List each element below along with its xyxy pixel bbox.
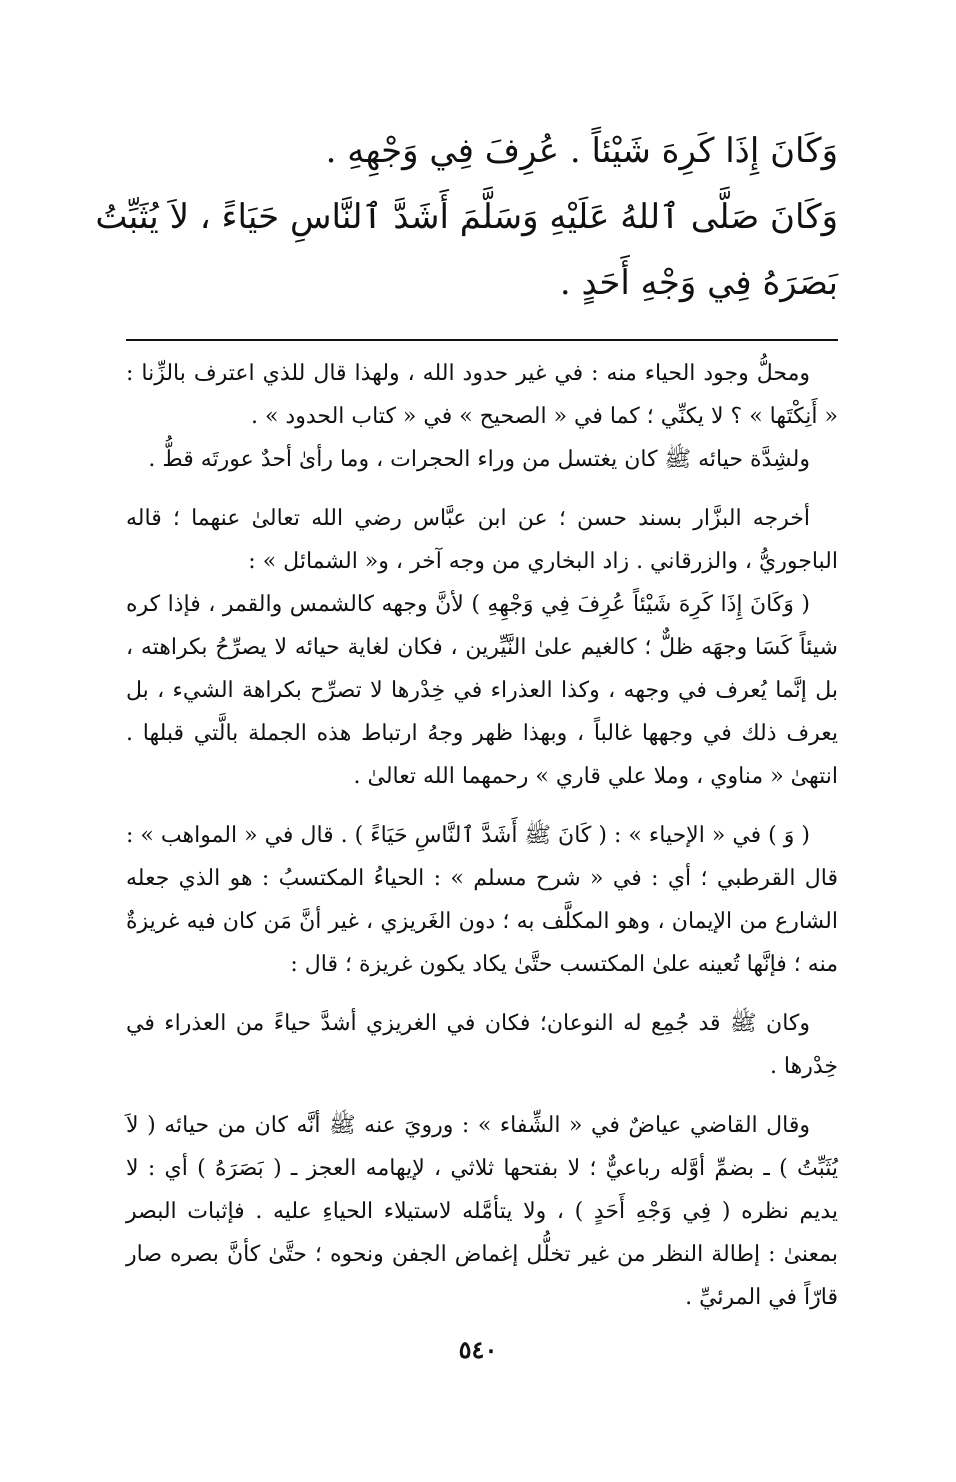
footnote-paragraph: ومحلُّ وجود الحياء منه : في غير حدود الله ، ولهذا قال للذي اعترف بالزِّنا : « أَنِكْتَها » ؟ لا يكنِّي ؛ كما في « الصحيح » في « كتاب الحدود » . [126,361,838,429]
footnote-paragraph: أخرجه البزَّار بسند حسن ؛ عن ابن عبَّاس رضي الله تعالىٰ عنهما ؛ قاله الباجوريُّ ، والزرقاني . زاد البخاري من وجه آخر ، و« الشمائل » : [126,506,838,574]
footnote-paragraph: ولشِدَّة حيائه ﷺ كان يغتسل من وراء الحجرات ، وما رأىٰ أحدٌ عورتَه قطُّ . [148,447,810,472]
footnote-paragraph: وكان ﷺ قد جُمِع له النوعان؛ فكان في الغريزي أشدَّ حياءً من العذراء في خِدْرها . [126,1011,838,1079]
footnote-paragraph: ( وَكَانَ إِذَا كَرِهَ شَيْئاً عُرِفَ فِي وَجْهِهِ ) لأنَّ وجهه كالشمس والقمر ، فإذا كره شيئاً كَسَا وجهَه ظلٌّ ؛ كالغيم علىٰ النَّيِّرين ، فكان لغاية حيائه لا يصرِّحُ بكراهته ، بل إنَّما يُعرف في وجهه ، وكذا العذراء في خِدْرها لا تصرِّح بكراهة الشيء ، بل يعرف ذلك في وجهها غالباً ، وبهذا ظهر وجهُ ارتباط هذه الجملة بالَّتي قبلها . انتهىٰ « مناوي ، وملا علي قاري » رحمهما الله تعالىٰ . [126,592,838,789]
footnotes [126,352,838,1319]
main-text [80,118,838,316]
footnote-paragraph: وقال القاضي عياضٌ في « الشِّفاء » : ورويَ عنه ﷺ أنَّه كان من حيائه ( لاَ يُثَبِّتُ ) ـ بضمِّ أوَّله رباعيٌّ ؛ لا بفتحها ثلاثي ، لإيهامه العجز ـ ( بَصَرَهُ ) أي : لا يديم نظره ( فِي وَجْهِ أَحَدٍ ) ، ولا يتأمَّله لاستيلاء الحياءِ عليه . فإثبات البصر بمعنىٰ : إطالة النظر من غير تخلُّل إغماض الجفن ونحوه ؛ حتَّىٰ كأنَّ بصره صار قارّاً في المرئيِّ . [126,1113,838,1310]
main-text-line: وَكَانَ صَلَّى ٱللهُ عَلَيْهِ وَسَلَّمَ أَشَدَّ ٱلنَّاسِ حَيَاءً ، لاَ يُثَبِّتُ بَصَرَهُ فِي وَجْهِ أَحَدٍ . [95,197,838,303]
page-number: ٥٤٠ [458,1335,498,1364]
main-text-line: وَكَانَ إِذَا كَرِهَ شَيْئاً . عُرِفَ فِي وَجْهِهِ . [325,131,838,171]
footnote-divider [126,339,838,341]
footnote-paragraph: ( وَ ) في « الإحياء » : ( كَانَ ﷺ أَشَدَّ ٱلنَّاسِ حَيَاءً ) . قال في « المواهب » : قال القرطبي ؛ أي : في « شرح مسلم » : الحياءُ المكتسبُ : هو الذي جعله الشارع من الإيمان ، وهو المكلَّف به ؛ دون الغَريزي ، غير أنَّ مَن كان فيه غريزةٌ منه ؛ فإنَّها تُعينه علىٰ المكتسب حتَّىٰ يكاد يكون غريزة ؛ قال : [126,823,838,977]
